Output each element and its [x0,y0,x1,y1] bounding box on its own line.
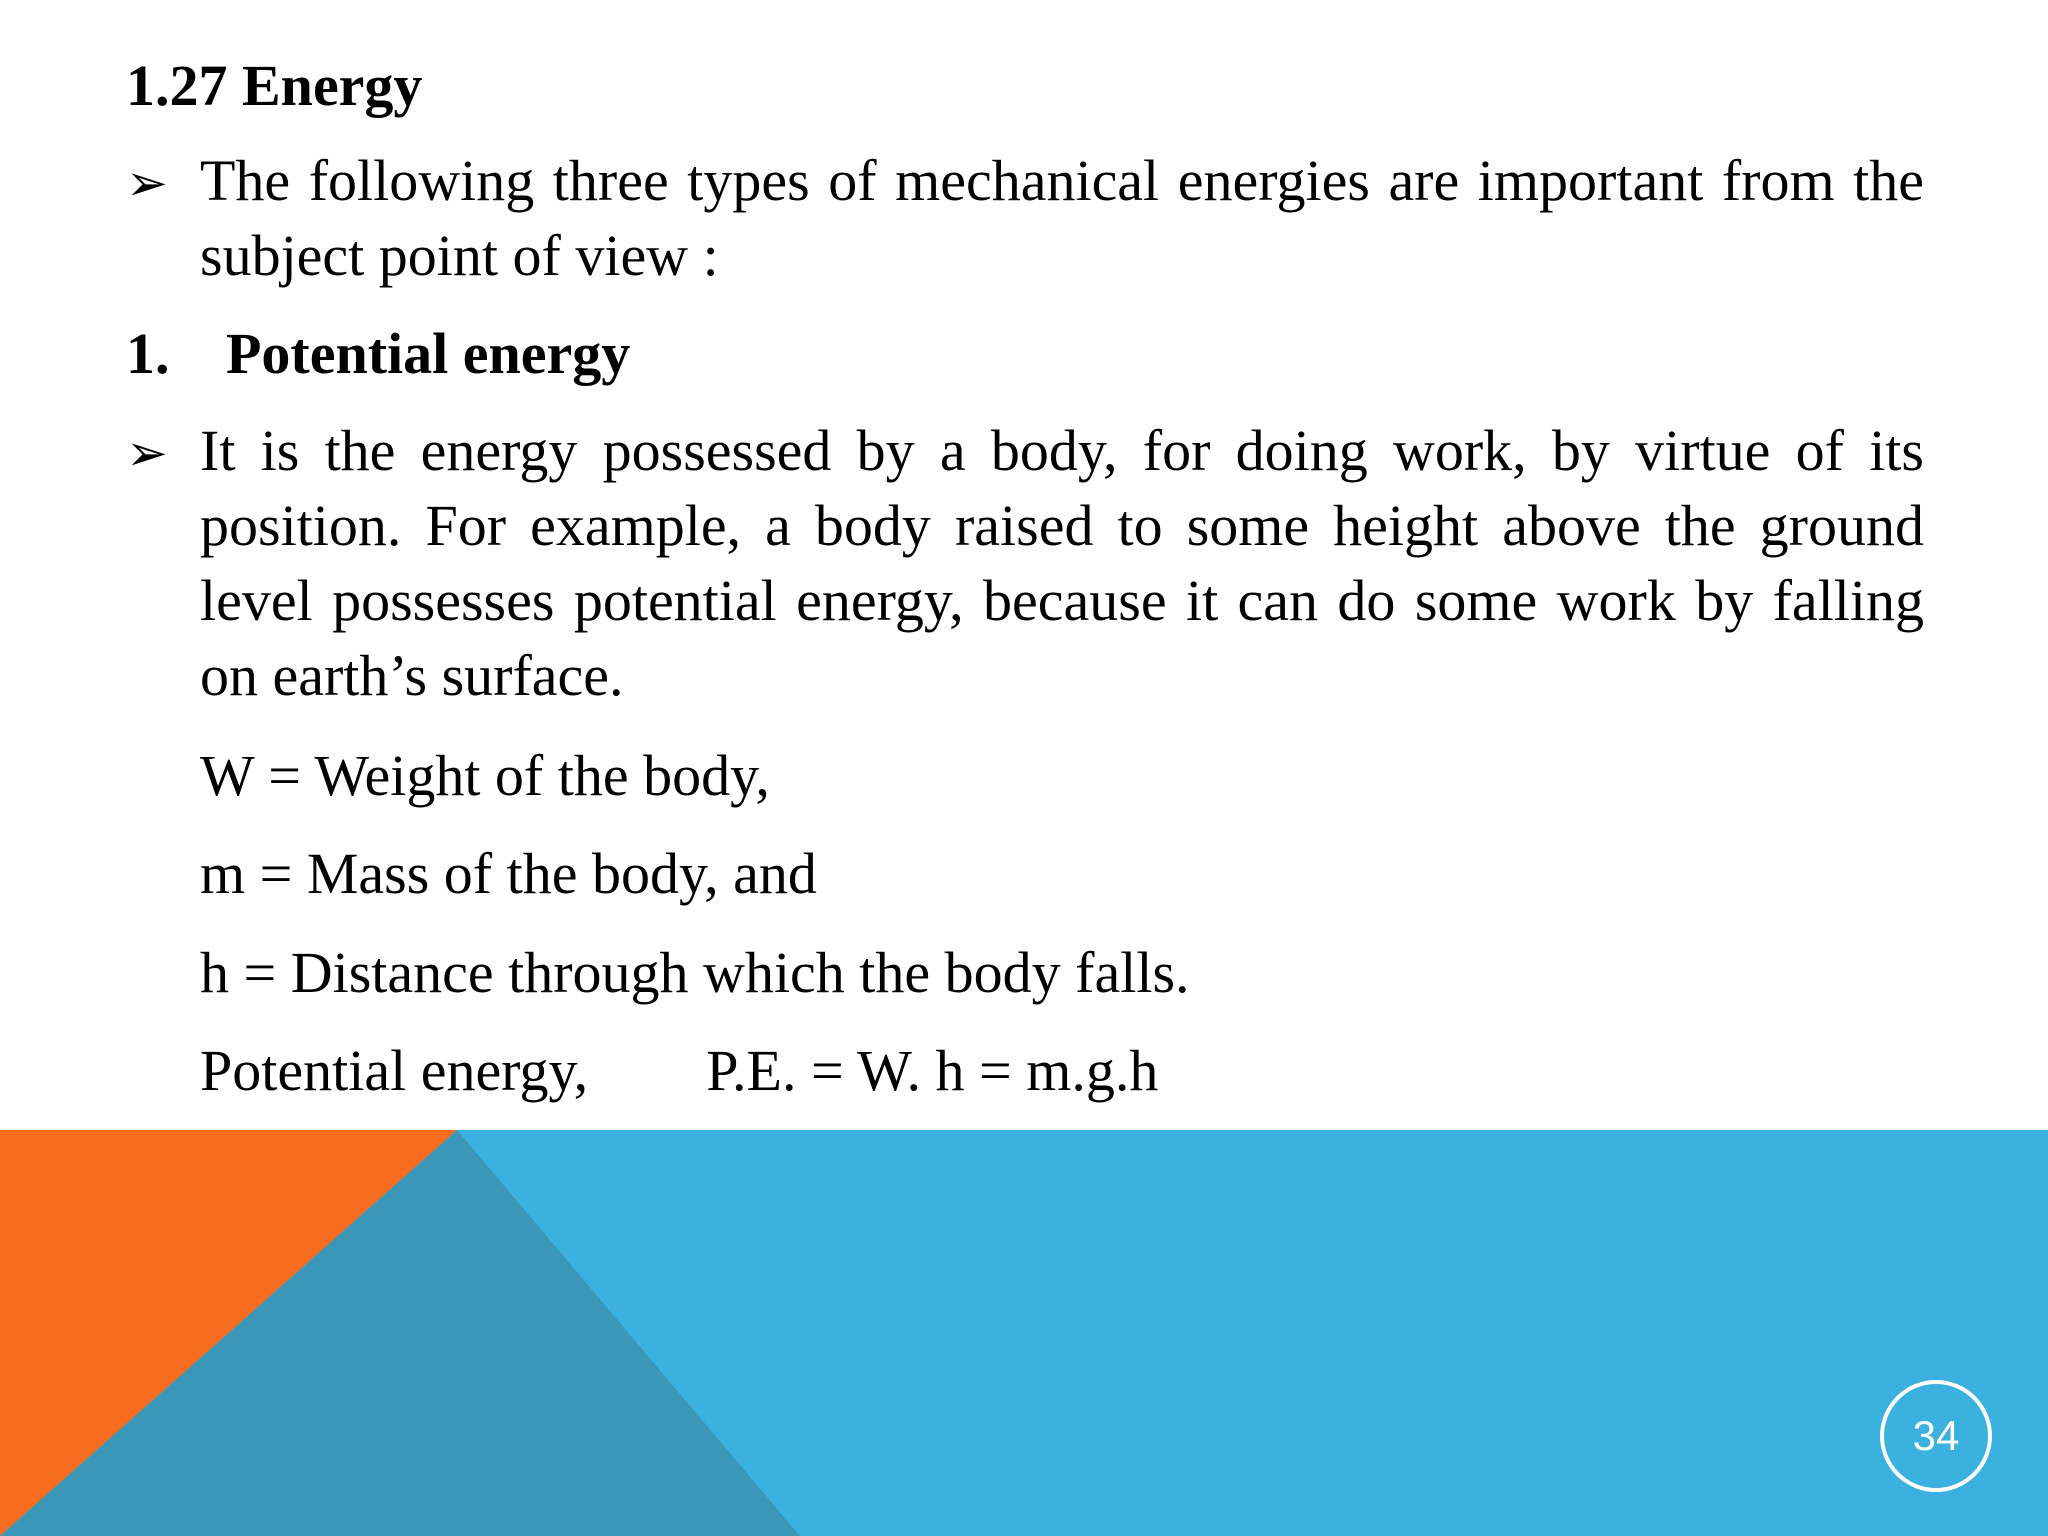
formula-line [200,1033,1158,1108]
formula-label: Potential energy, [200,1038,589,1103]
bullet-arrow-icon: ➢ [126,425,168,481]
item-number: 1. [126,321,170,386]
section-title: 1.27 Energy [126,53,423,118]
variable-w: W = Weight of the body, [200,743,770,808]
variable-h: h = Distance through which the body falls. [200,940,1190,1005]
item-title: Potential energy [226,321,631,386]
definition-paragraph: It is the energy possessed by a body, for doing work, by virtue of its position. For example, a body raised to some height above the ground level possesses potential energy, because it can do some work by falling on earth’s surface. [200,418,1924,708]
decorative-footer-shapes [0,1130,2048,1536]
variable-m: m = Mass of the body, and [200,841,817,906]
page-number-badge: 34 [1880,1380,1992,1492]
formula: P.E. = W. h = m.g.h [706,1038,1159,1103]
bullet-arrow-icon: ➢ [126,155,168,211]
intro-paragraph: The following three types of mechanical energies are important from the subject point of view : [200,148,1924,288]
